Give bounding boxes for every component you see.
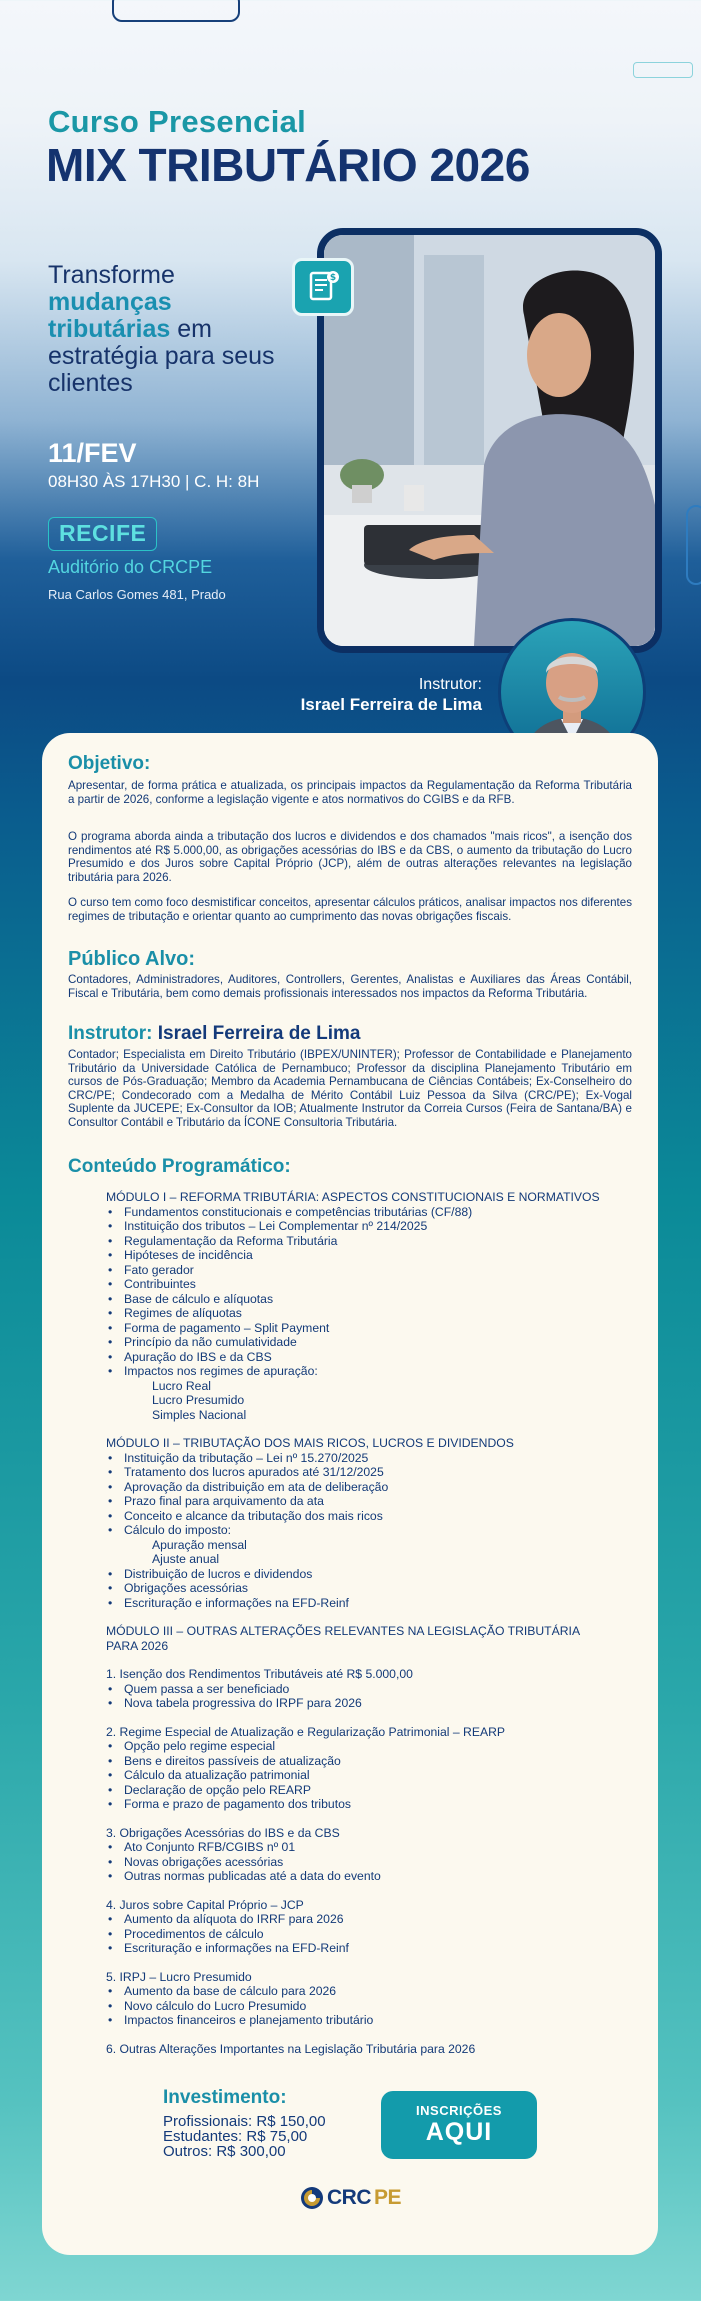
syllabus-title: Conteúdo Programático: [68, 1156, 291, 1177]
list-item: • Escrituração e informações na EFD-Reinf [124, 1941, 636, 1956]
price-students: Estudantes: R$ 75,00 [163, 2128, 308, 2145]
audience-title: Público Alvo: [68, 948, 196, 970]
group-title: 4. Juros sobre Capital Próprio – JCP [106, 1897, 304, 1912]
decorative-outline-shape [633, 62, 693, 78]
group-title: 5. IRPJ – Lucro Presumido [106, 1969, 252, 1984]
list-item: • Forma e prazo de pagamento dos tributos [124, 1797, 636, 1812]
decorative-outline-shape [686, 505, 701, 585]
price-others: Outros: R$ 300,00 [163, 2143, 286, 2160]
list-item: • Forma de pagamento – Split Payment [124, 1321, 636, 1336]
event-venue: Auditório do CRCPE [48, 557, 213, 577]
list-item: • Cálculo da atualização patrimonial [124, 1768, 636, 1783]
event-city-badge: RECIFE [48, 517, 157, 551]
group-topic-list [106, 1912, 636, 1956]
list-item: • Regulamentação da Reforma Tributária [124, 1234, 636, 1249]
group-topic-list [106, 1739, 636, 1812]
module-title: MÓDULO III – OUTRAS ALTERAÇÕES RELEVANTES NA LEGISLAÇÃO TRIBUTÁRIA [106, 1624, 581, 1638]
list-item: • Apuração do IBS e da CBS [124, 1350, 636, 1365]
list-item: • Cálculo do imposto: [124, 1523, 636, 1538]
list-item: • Declaração de opção pelo REARP [124, 1783, 636, 1798]
list-item: • Instituição dos tributos – Lei Complementar nº 214/2025 [124, 1219, 636, 1234]
hero-photo [317, 228, 662, 653]
list-item: • Obrigações acessórias [124, 1581, 636, 1596]
module-topic-list [106, 1567, 636, 1611]
module-title: PARA 2026 [106, 1638, 169, 1653]
list-item: • Distribuição de lucros e dividendos [124, 1567, 636, 1582]
group-title: 6. Outras Alterações Importantes na Legislação Tributária para 2026 [106, 2041, 476, 2056]
list-item: • Bens e direitos passíveis de atualização [124, 1754, 636, 1769]
register-button-label: INSCRIÇÕES [416, 2103, 502, 2118]
list-item: • Hipóteses de incidência [124, 1248, 636, 1263]
instructor-label: Instrutor: [418, 676, 482, 693]
objective-paragraph: O curso tem como foco desmistificar conceitos, apresentar cálculos práticos, analisar impactos nos diferentes regimes de tributação e orientar quanto ao cumprimento das novas obrigações fiscais. [68, 896, 632, 923]
list-item: • Novas obrigações acessórias [124, 1855, 636, 1870]
sub-item: Apuração mensal [152, 1537, 247, 1552]
tagline-highlight: mudanças tributárias [48, 288, 172, 343]
list-item: • Impactos financeiros e planejamento tributário [124, 2013, 636, 2028]
module-topic-list [106, 1205, 636, 1379]
list-item: • Instituição da tributação – Lei nº 15.270/2025 [124, 1451, 636, 1466]
list-item: • Aumento da base de cálculo para 2026 [124, 1984, 636, 1999]
list-item: • Aprovação da distribuição em ata de deliberação [124, 1480, 636, 1495]
list-item: • Tratamento dos lucros apurados até 31/12/2025 [124, 1465, 636, 1480]
sub-item: Simples Nacional [152, 1407, 247, 1422]
list-item: • Princípio da não cumulatividade [124, 1335, 636, 1350]
list-item: • Base de cálculo e alíquotas [124, 1292, 636, 1307]
list-item: • Escrituração e informações na EFD-Reinf [124, 1596, 636, 1611]
instructor-section-title [68, 1023, 361, 1045]
list-item: • Fundamentos constitucionais e competências tributárias (CF/88) [124, 1205, 636, 1220]
tagline [48, 262, 278, 397]
list-item: • Fato gerador [124, 1263, 636, 1278]
svg-text:$: $ [329, 273, 337, 283]
register-button[interactable] [381, 2091, 537, 2159]
woman-at-laptop-illustration [324, 235, 655, 646]
list-item: • Outras normas publicadas até a data do evento [124, 1869, 636, 1884]
tagline-text: em estratégia para seus clientes [48, 315, 275, 397]
crcpe-logo [300, 2185, 401, 2211]
group-topic-list [106, 1682, 636, 1711]
list-item: • Novo cálculo do Lucro Presumido [124, 1999, 636, 2014]
calculator-document-icon [292, 258, 354, 316]
list-item: • Impactos nos regimes de apuração: [124, 1364, 636, 1379]
sub-item: Lucro Real [152, 1378, 211, 1393]
group-title: 1. Isenção dos Rendimentos Tributáveis até R$ 5.000,00 [106, 1667, 413, 1681]
instructor-section-label: Instrutor: [68, 1023, 153, 1044]
course-title: MIX TRIBUTÁRIO 2026 [46, 139, 530, 191]
module-title: MÓDULO I – REFORMA TRIBUTÁRIA: ASPECTOS CONSTITUCIONAIS E NORMATIVOS [106, 1190, 600, 1204]
register-button-label-main: AQUI [425, 2118, 493, 2146]
group-title: 3. Obrigações Acessórias do IBS e da CBS [106, 1825, 340, 1840]
event-time: 08H30 ÀS 17H30 | C. H: 8H [48, 472, 260, 491]
module-topic-list [106, 1451, 636, 1538]
list-item: • Opção pelo regime especial [124, 1739, 636, 1754]
sub-item: Ajuste anual [152, 1552, 220, 1566]
logo-text: CRC [327, 2186, 371, 2209]
audience-paragraph: Contadores, Administradores, Auditores, Controllers, Gerentes, Analistas e Auxiliares das Áreas Contábil, Fiscal e Tributária, bem como demais profissionais interessados nos impactos da Reforma Tributária. [68, 973, 632, 1000]
module-title: MÓDULO II – TRIBUTAÇÃO DOS MAIS RICOS, LUCROS E DIVIDENDOS [106, 1436, 514, 1450]
list-item: • Quem passa a ser beneficiado [124, 1682, 636, 1697]
instructor-section-name: Israel Ferreira de Lima [157, 1023, 361, 1044]
course-type: Curso Presencial [48, 104, 307, 139]
list-item: • Nova tabela progressiva do IRPF para 2026 [124, 1696, 636, 1711]
investment-title: Investimento: [163, 2087, 287, 2108]
group-topic-list [106, 1840, 636, 1884]
objective-paragraph: Apresentar, de forma prática e atualizada, os principais impactos da Regulamentação da Reforma Tributária a partir de 2026, conforme a legislação vigente e atos normativos do CGIBS e da RFB. [68, 779, 632, 806]
list-item: • Regimes de alíquotas [124, 1306, 636, 1321]
list-item: • Aumento da alíquota do IRRF para 2026 [124, 1912, 636, 1927]
logo-text: PE [374, 2186, 402, 2209]
content-card [42, 733, 658, 2255]
syllabus [106, 1190, 636, 2056]
objective-title: Objetivo: [68, 753, 151, 774]
price-professionals: Profissionais: R$ 150,00 [163, 2113, 326, 2130]
objective-paragraph: O programa aborda ainda a tributação dos lucros e dividendos e dos chamados "mais ricos", a isenção dos rendimentos até R$ 5.000,00, as obrigações acessórias do IBS e da CBS, o aumento da tributação do Lucro Presumido e dos Juros sobre Capital Próprio (JCP), além de outras alterações relevantes na legislação tributária para 2026. [68, 830, 632, 884]
crcpe-logo-icon [300, 2186, 324, 2210]
sub-item: Lucro Presumido [152, 1393, 245, 1407]
decorative-outline-shape [112, 0, 240, 22]
list-item: • Prazo final para arquivamento da ata [124, 1494, 636, 1509]
list-item: • Contribuintes [124, 1277, 636, 1292]
list-item: • Conceito e alcance da tributação dos mais ricos [124, 1509, 636, 1524]
list-item: • Ato Conjunto RFB/CGIBS nº 01 [124, 1840, 636, 1855]
group-title: 2. Regime Especial de Atualização e Regularização Patrimonial – REARP [106, 1724, 506, 1739]
event-date: 11/FEV [48, 438, 137, 468]
tagline-text: Transforme [48, 261, 175, 289]
list-item: • Procedimentos de cálculo [124, 1927, 636, 1942]
instructor-name: Israel Ferreira de Lima [300, 695, 482, 714]
event-address: Rua Carlos Gomes 481, Prado [48, 587, 226, 602]
instructor-bio: Contador; Especialista em Direito Tributário (IBPEX/UNINTER); Professor de Contabilidade e Planejamento Tributário da Universidade Católica de Pernambuco; Professor da disciplina Planejamento Tributário em cursos de Pós-Graduação; Membro da Academia Pernambucana de Ciências Contábeis; Ex-Conselheiro do CRC/PE; Condecorado com a Medalha de Mérito Contábil Luiz Pessoa da Silva (CRC/PE); Ex-Vogal Suplente da JUCEPE; Ex-Consultor da IOB; Atualmente Instrutor da Correia Cursos (Feira de Santana/BA) e Consultor Contábil e Tributário da ÍCONE Consultoria Tributária. [68, 1048, 632, 1129]
group-topic-list [106, 1984, 636, 2028]
